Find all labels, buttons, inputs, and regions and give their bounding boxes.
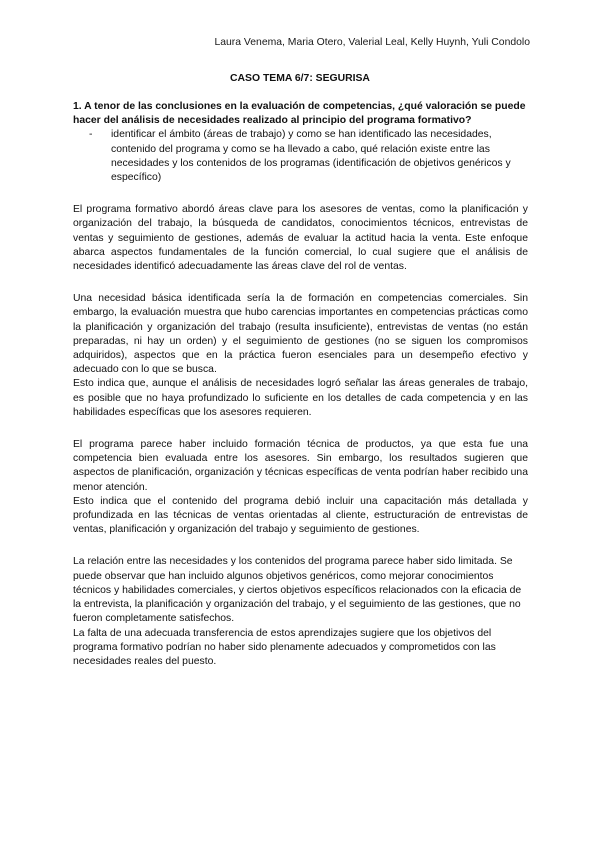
document-title: CASO TEMA 6/7: SEGURISA: [230, 73, 370, 84]
paragraph-2: Una necesidad básica identificada sería la de formación en competencias comerciales. Sin embargo, la evaluación muestra que hubo carencias importantes en competencias prácticas como la planificación y organización del trabajo (resulta insuficiente), entrevistas de ventas (no están preparadas, ni hay un orden) y el seguimiento de gestiones (no se siguen los compromisos adquiridos), aspectos que en la práctica fueron esenciales para un desempeño efectivo y adecuado con lo que se busca.: [73, 293, 528, 376]
paragraph-5: Esto indica que el contenido del programa debió incluir una capacitación más detallada y profundizada en las técnicas de ventas orientadas al cliente, estructuración de entrevistas de ventas, planificación y organización del trabajo y seguimiento de gestiones.: [73, 495, 528, 536]
paragraph-3: Esto indica que, aunque el análisis de necesidades logró señalar las áreas generales de trabajo, es posible que no haya profundizado lo suficiente en los detalles de cada competencia y en las habilidades específicas que los asesores requieren.: [73, 378, 528, 418]
paragraph-4: El programa parece haber incluido formación técnica de productos, ya que esta fue una competencia bien evaluada entre los asesores. Sin embargo, los resultados sugieren que aspectos de planificación, organización y técnicas específicas de venta podrían haber recibido una menor atención.: [73, 439, 528, 493]
bullet-item: [89, 128, 528, 185]
paragraph-1: El programa formativo abordó áreas clave para los asesores de ventas, como la planificación y organización del trabajo, la búsqueda de candidatos, conocimientos técnicos, entrevistas de ventas y seguimiento de gestiones, además de evaluar la actitud hacia la venta. Este enfoque abarca aspectos fundamentales de la función comercial, lo cual sugiere que el análisis de necesidades identificó adecuadamente las áreas clave del rol de ventas.: [73, 204, 528, 273]
bullet-marker: -: [89, 129, 93, 141]
authors-line: Laura Venema, Maria Otero, Valerial Leal, Kelly Huynh, Yuli Condolo: [214, 37, 530, 48]
document-body: [73, 100, 528, 669]
bullet-text: identificar el ámbito (áreas de trabajo) y como se han identificado las necesidades, contenido del programa y como se ha llevado a cabo, qué relación existe entre las necesidades y los contenidos de los programas (identificación de objetivos genéricos y específico): [111, 129, 511, 184]
paragraph-7: La falta de una adecuada transferencia de estos aprendizajes sugiere que los objetivos del programa formativo podrían no haber sido plenamente adecuados y comprometidos con las necesidades reales del puesto.: [73, 627, 496, 667]
paragraph-6: La relación entre las necesidades y los contenidos del programa parece haber sido limitada. Se puede observar que han incluido algunos objetivos genéricos, como mejorar conocimientos técnicos y habilidades comerciales, y ciertos objetivos específicos relacionados con la eficacia de la entrevista, la planificación y organización del trabajo, y el seguimiento de las gestiones, que no fueron completamente satisfechos.: [73, 556, 522, 625]
question-heading: 1. A tenor de las conclusiones en la evaluación de competencias, ¿qué valoración se puede hacer del análisis de necesidades realizado al principio del programa formativo?: [73, 101, 526, 127]
